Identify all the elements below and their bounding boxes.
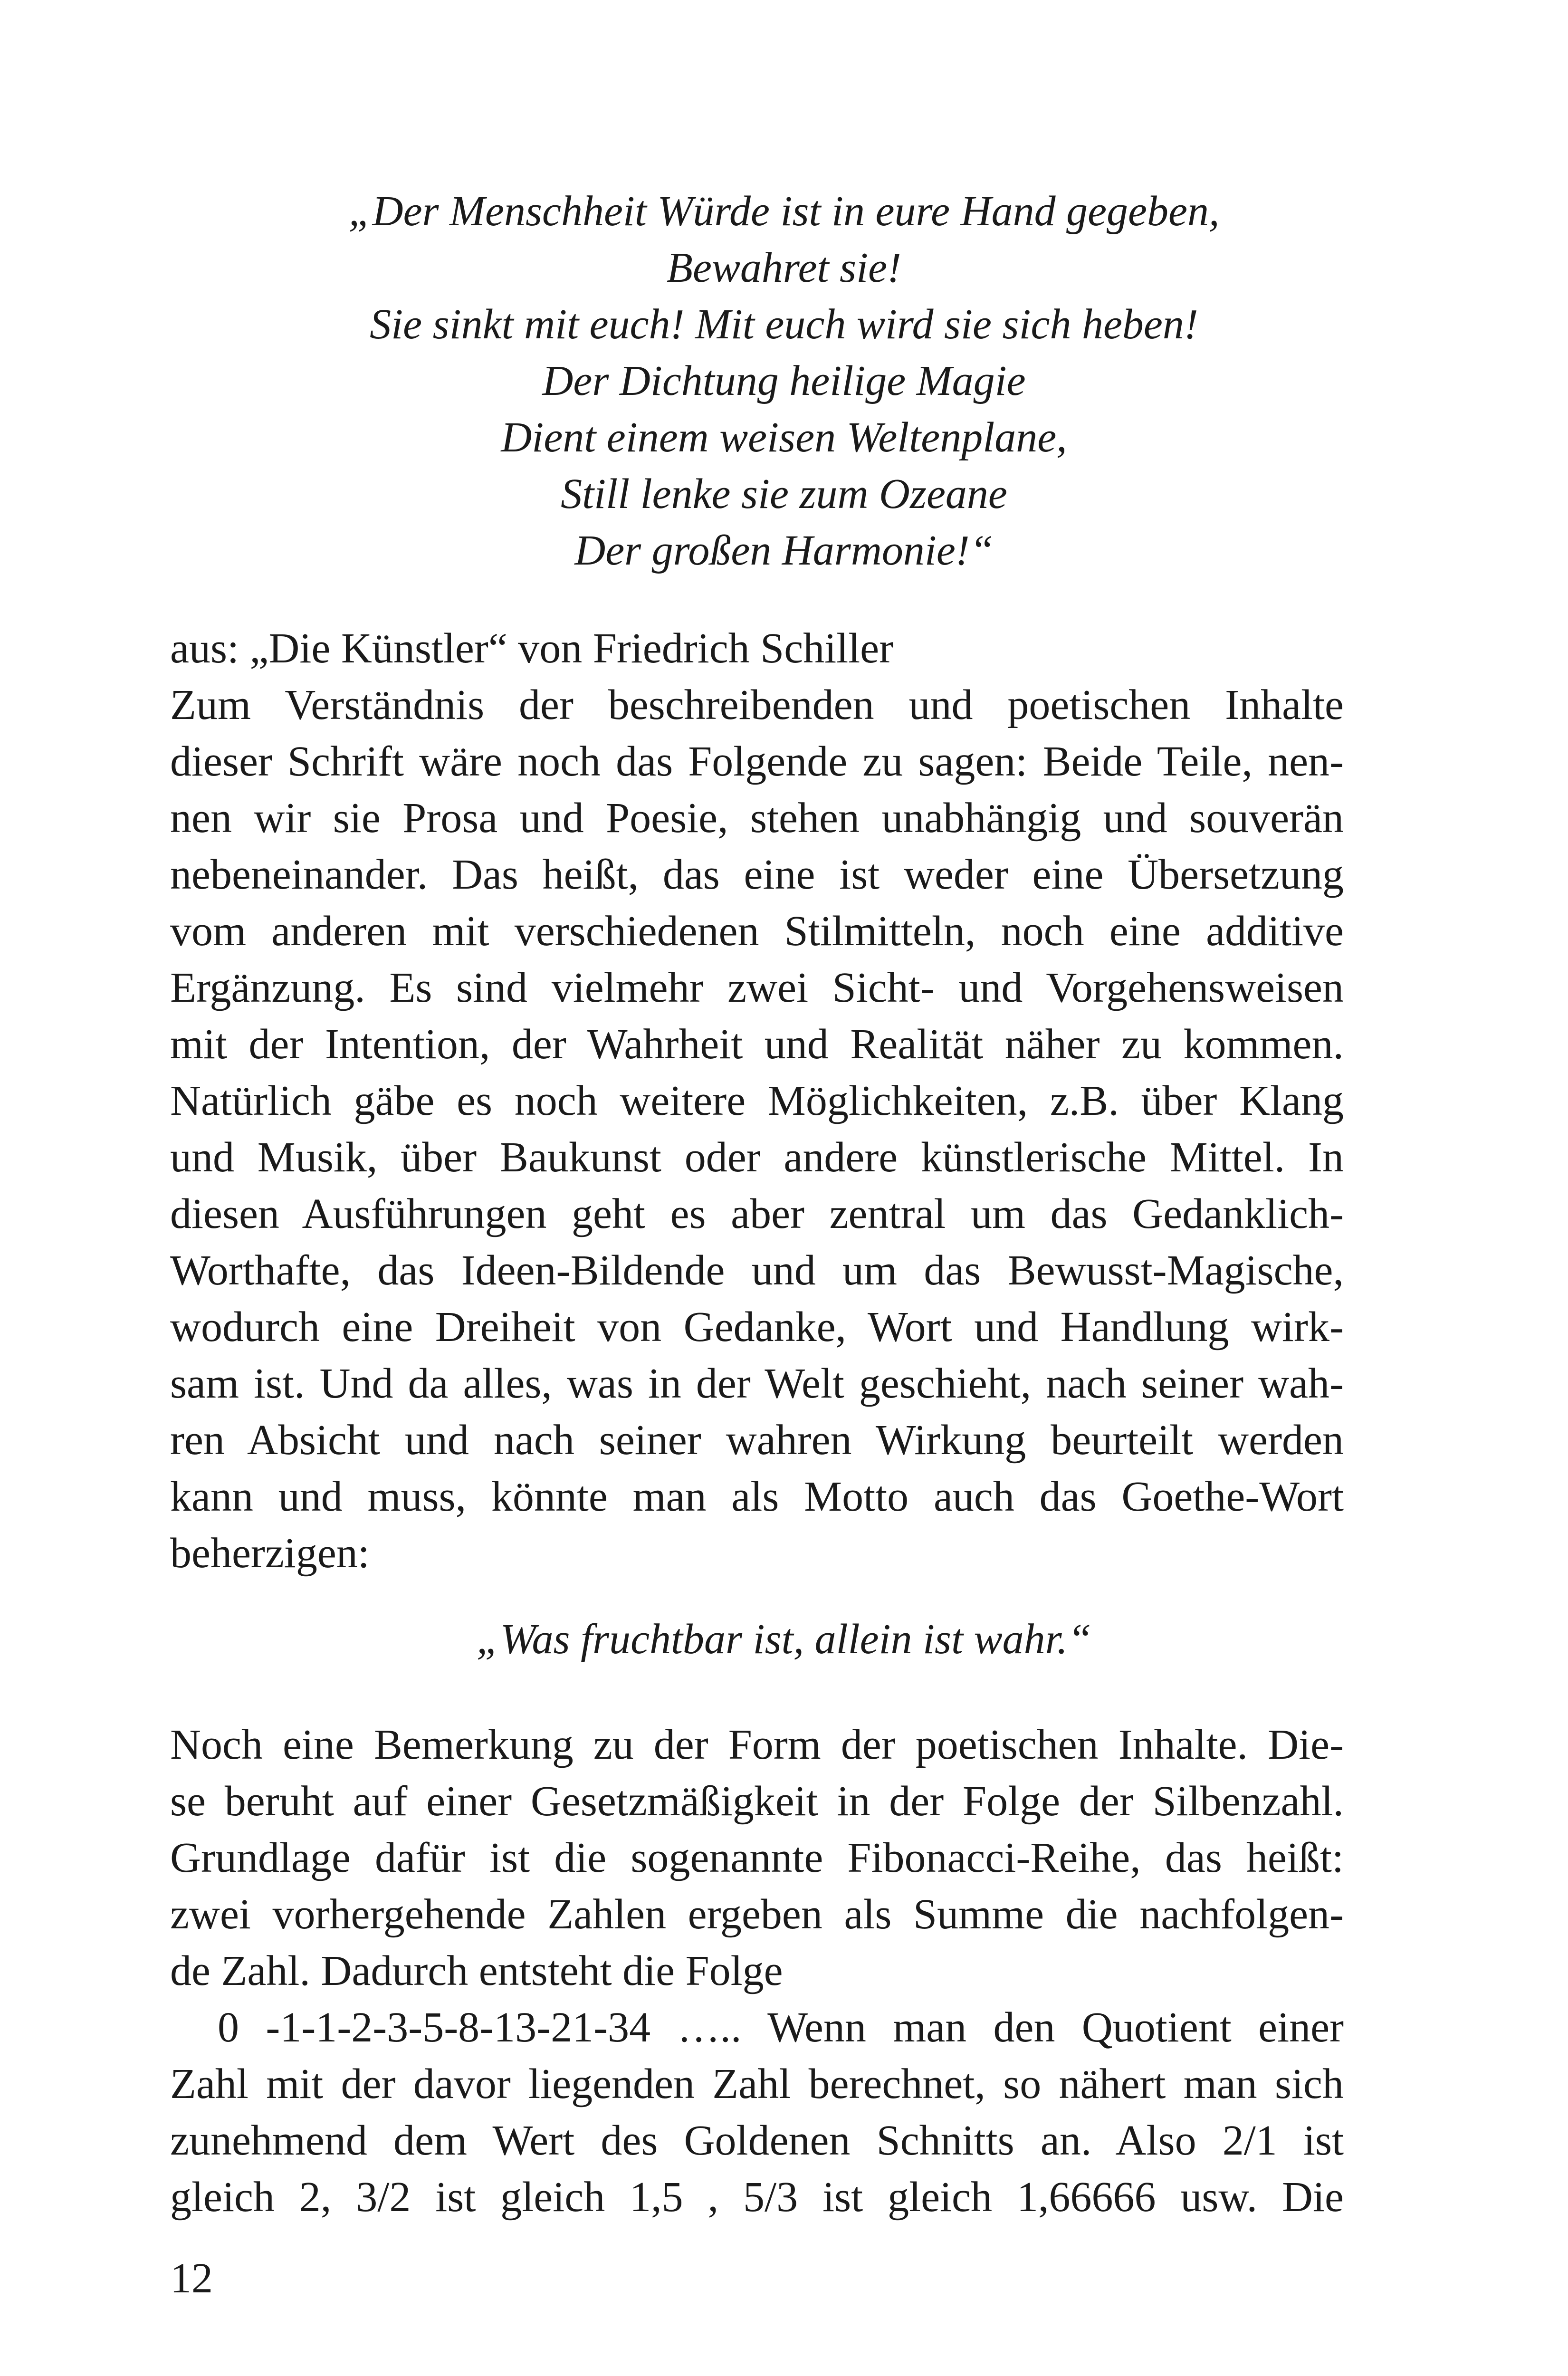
text-line: Zum Verständnis der beschreibenden und poetischen Inhalte	[170, 681, 1344, 728]
poem-line: Der Dichtung heilige Magie	[542, 357, 1026, 404]
poem-line: Still lenke sie zum Ozeane	[561, 470, 1007, 517]
text-line: gleich 2, 3/2 ist gleich 1,5 , 5/3 ist gleich 1,66666 usw. Die	[170, 2174, 1344, 2221]
poem-line: Der großen Harmonie!“	[574, 527, 994, 574]
text-line: Natürlich gäbe es noch weitere Möglichkeiten, z.B. über Klang	[170, 1077, 1344, 1124]
text-line: nen wir sie Prosa und Poesie, stehen unabhängig und souverän	[170, 795, 1344, 842]
text-line: und Musik, über Baukunst oder andere künstlerische Mittel. In	[170, 1134, 1344, 1181]
paragraph-fibonacci	[170, 1716, 1344, 2225]
poem-line: Bewahret sie!	[666, 244, 902, 291]
text-line: Noch eine Bemerkung zu der Form der poetischen Inhalte. Die-	[170, 1721, 1344, 1768]
text-line: sam ist. Und da alles, was in der Welt geschieht, nach seiner wah-	[170, 1360, 1344, 1407]
text-line: Zahl mit der davor liegenden Zahl berechnet, so nähert man sich	[170, 2060, 1344, 2108]
paragraph-intro	[170, 677, 1344, 1581]
text-line: 0 -1-1-2-3-5-8-13-21-34 ….. Wenn man den Quotient einer	[218, 2004, 1344, 2051]
text-line: diesen Ausführungen geht es aber zentral um das Gedanklich-	[170, 1190, 1344, 1237]
text-line: Grundlage dafür ist die sogenannte Fibonacci-Reihe, das heißt:	[170, 1834, 1344, 1881]
text-line: ren Absicht und nach seiner wahren Wirkung beurteilt werden	[170, 1417, 1344, 1464]
poem-line: Sie sinkt mit euch! Mit euch wird sie sich heben!	[370, 301, 1198, 348]
text-line: Ergänzung. Es sind vielmehr zwei Sicht- und Vorgehensweisen	[170, 964, 1344, 1011]
text-line: dieser Schrift wäre noch das Folgende zu sagen: Beide Teile, nen-	[170, 738, 1344, 785]
goethe-quote: „Was fruchtbar ist, allein ist wahr.“	[476, 1616, 1092, 1663]
text-line: wodurch eine Dreiheit von Gedanke, Wort und Handlung wirk-	[170, 1303, 1344, 1351]
text-line: mit der Intention, der Wahrheit und Realität näher zu kommen.	[170, 1021, 1344, 1068]
text-line: de Zahl. Dadurch entsteht die Folge	[170, 1947, 783, 1994]
poem-block	[0, 183, 1568, 579]
poem-line: „Der Menschheit Würde ist in eure Hand gegeben,	[348, 188, 1220, 235]
poem-line: Dient einem weisen Weltenplane,	[501, 414, 1067, 461]
text-line: zunehmend dem Wert des Goldenen Schnitts an. Also 2/1 ist	[170, 2117, 1344, 2164]
text-line: nebeneinander. Das heißt, das eine ist weder eine Übersetzung	[170, 851, 1344, 898]
text-line: vom anderen mit verschiedenen Stilmitteln, noch eine additive	[170, 908, 1344, 955]
text-line: zwei vorhergehende Zahlen ergeben als Summe die nachfolgen-	[170, 1891, 1344, 1938]
text-line: kann und muss, könnte man als Motto auch das Goethe-Wort	[170, 1473, 1344, 1520]
text-line: beherzigen:	[170, 1530, 370, 1577]
text-line: Worthafte, das Ideen-Bildende und um das Bewusst-Magische,	[170, 1247, 1344, 1294]
text-line: se beruht auf einer Gesetzmäßigkeit in der Folge der Silbenzahl.	[170, 1778, 1344, 1825]
page-number: 12	[170, 2255, 213, 2302]
poem-attribution: aus: „Die Künstler“ von Friedrich Schiller	[170, 625, 894, 672]
